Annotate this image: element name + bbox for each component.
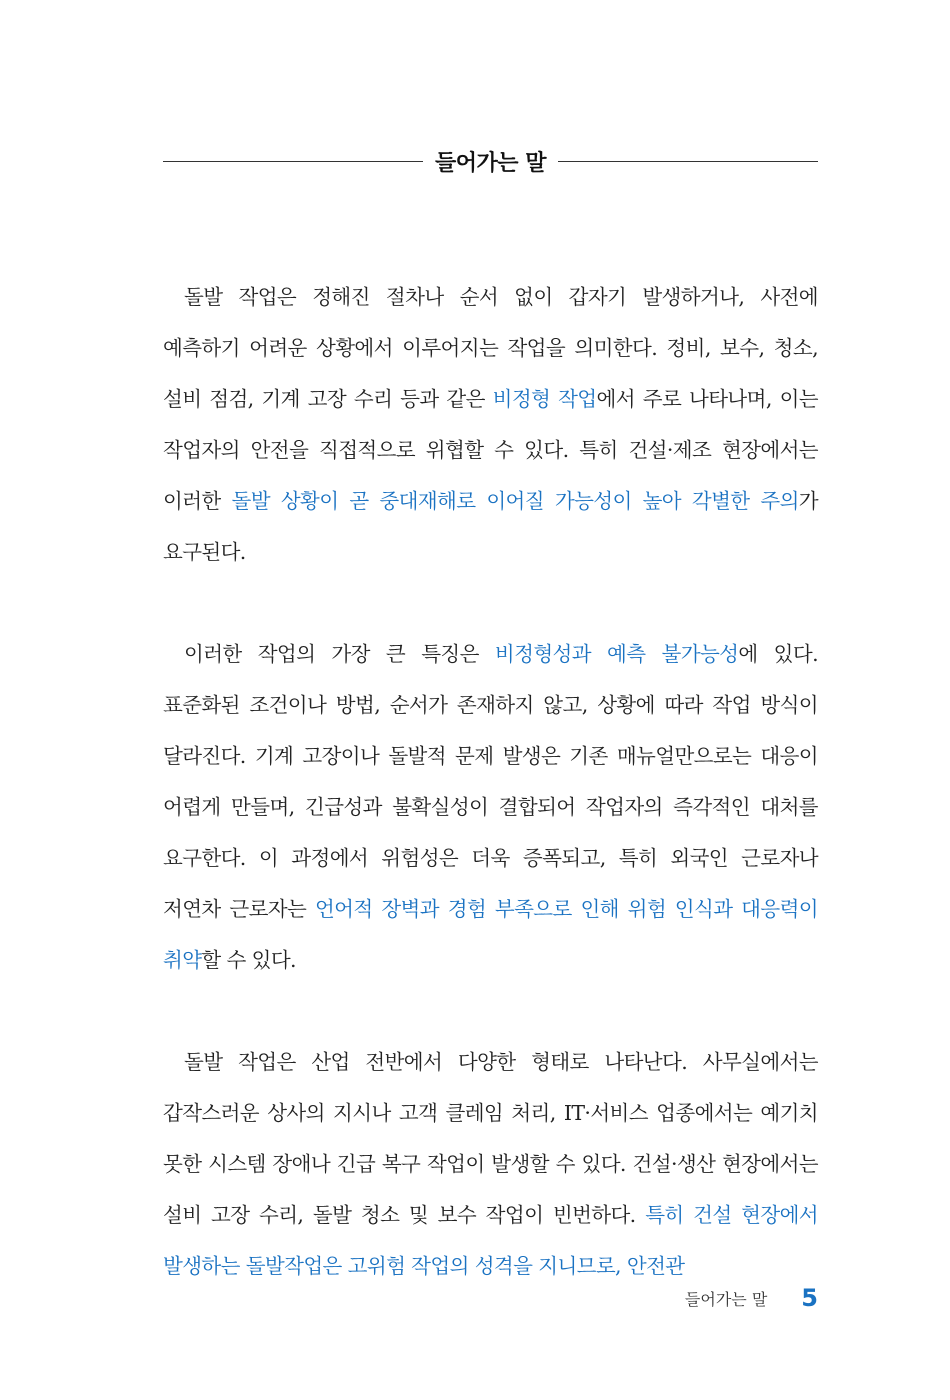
highlighted-text: 돌발 상황이 곧 중대재해로 이어질 가능성이 높아 각별한 주의 xyxy=(231,489,799,513)
text-run: 가 요구된다. xyxy=(163,489,818,564)
header-rule-left xyxy=(163,161,423,162)
paragraph-2 xyxy=(163,629,818,986)
text-run: 에서 주로 나타나며, 이는 작업자의 안전을 직접적으로 위협할 수 있다. 특히 건설·제조 현장에서는 이러한 xyxy=(163,387,818,513)
page-number: 5 xyxy=(801,1284,818,1312)
header-rule-right xyxy=(558,161,818,162)
body-text xyxy=(163,272,818,1343)
chapter-title: 들어가는 말 xyxy=(435,150,546,176)
paragraph-1 xyxy=(163,272,818,578)
text-run: 에 있다. 표준화된 조건이나 방법, 순서가 존재하지 않고, 상황에 따라 작업 방식이 달라진다. 기계 고장이나 돌발적 문제 발생은 기존 매뉴얼만으로는 대응이 어렵게 만들며, 긴급성과 불확실성이 결합되어 작업자의 즉각적인 대처를 요구한다. 이 과정에서 위험성은 더욱 증폭되고, 특히 외국인 근로자나 저연차 근로자는 xyxy=(163,642,818,921)
highlighted-text: 비정형 작업 xyxy=(492,387,597,411)
footer-section-label: 들어가는 말 xyxy=(684,1289,768,1309)
paragraph-3 xyxy=(163,1037,818,1292)
text-run: 할 수 있다. xyxy=(201,948,296,972)
text-run: 이러한 작업의 가장 큰 특징은 xyxy=(184,642,495,666)
text-run: 돌발 작업은 산업 전반에서 다양한 형태로 나타난다. 사무실에서는 갑작스러운 상사의 지시나 고객 클레임 처리, IT·서비스 업종에서는 예기치 못한 시스템 장애나 긴급 복구 작업이 발생할 수 있다. 건설·생산 현장에서는 설비 고장 수리, 돌발 청소 및 보수 작업이 빈번하다. xyxy=(163,1050,818,1227)
text-run: 돌발 작업은 정해진 절차나 순서 없이 갑자기 발생하거나, 사전에 예측하기 어려운 상황에서 이루어지는 작업을 의미한다. 정비, 보수, 청소, 설비 점검, 기계 고장 수리 등과 같은 xyxy=(163,285,818,411)
highlighted-text: 비정형성과 예측 불가능성 xyxy=(494,642,739,666)
highlighted-text: 특히 건설 현장에서 발생하는 돌발작업은 고위험 작업의 성격을 지니므로, 안전관 xyxy=(163,1203,818,1278)
page-footer xyxy=(0,1284,818,1312)
chapter-header xyxy=(163,146,818,176)
highlighted-text: 언어적 장벽과 경험 부족으로 인해 위험 인식과 대응력이 취약 xyxy=(163,897,818,972)
